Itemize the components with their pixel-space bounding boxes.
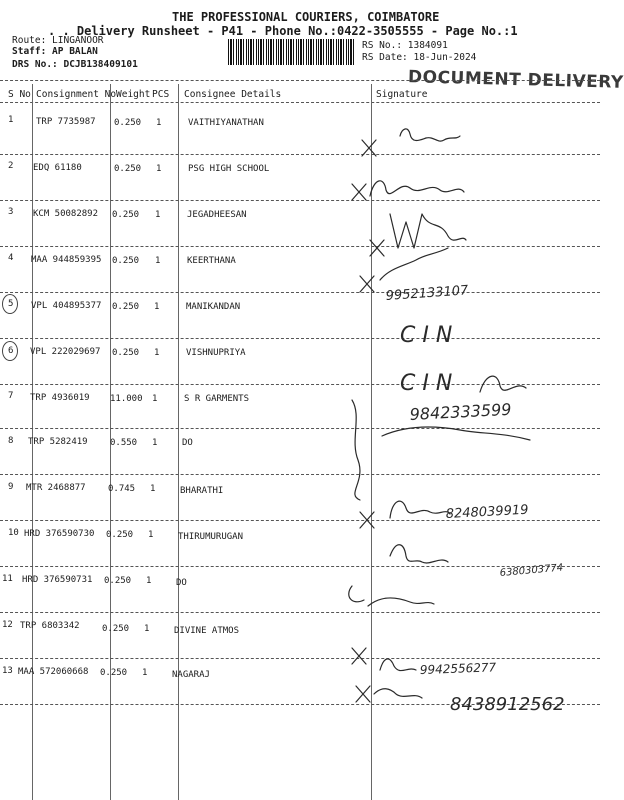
row-pcs: 1: [154, 348, 160, 358]
row-consignment: HRD 376590731: [22, 575, 93, 585]
handwritten-phone: 8438912562: [450, 694, 565, 715]
row-weight: 11.000: [110, 394, 143, 404]
tick-mark: [370, 240, 384, 256]
row-pcs: 1: [155, 256, 161, 266]
document-delivery-stamp: DOCUMENT DELIVERY: [407, 67, 624, 93]
row-sno: 11: [2, 574, 13, 584]
row-pcs: 1: [152, 394, 158, 404]
row-consignment: VPL 404895377: [31, 301, 102, 311]
row-sno: 8: [8, 436, 14, 446]
row-consignee: MANIKANDAN: [186, 302, 241, 312]
row-consignee: JEGADHEESAN: [187, 210, 247, 220]
row-consignment: KCM 50082892: [33, 209, 99, 219]
row-weight: 0.550: [110, 438, 138, 448]
row-pcs: 1: [148, 530, 154, 540]
row-sno: 7: [8, 391, 14, 401]
row-consignee: DIVINE ATMOS: [174, 626, 240, 636]
row-consignee: VAITHIYANATHAN: [188, 118, 264, 128]
row-consignee: THIRUMURUGAN: [178, 532, 244, 542]
row-consignee: KEERTHANA: [187, 256, 236, 266]
signature-scribble: [374, 689, 422, 698]
row-weight: 0.250: [114, 164, 142, 174]
row-consignment: VPL 222029697: [30, 347, 101, 357]
col-weight: Weight: [116, 89, 151, 100]
row-pcs: 1: [150, 484, 156, 494]
row-weight: 0.250: [112, 256, 140, 266]
signature-scribble: [349, 586, 434, 606]
handwritten-phone: 9952133107: [385, 283, 469, 304]
barcode-graphic: [228, 39, 354, 65]
row-consignee: BHARATHI: [180, 486, 224, 496]
header-rule: [0, 80, 600, 81]
row-pcs: 1: [142, 668, 148, 678]
row-sno: 13: [2, 666, 13, 676]
tick-mark: [352, 648, 366, 664]
row-sno: 4: [8, 253, 14, 263]
row-sno: 1: [8, 115, 14, 125]
runsheet-title: . . Delivery Runsheet - P41 - Phone No.:0422-3505555 - Page No.:1: [48, 24, 518, 38]
row-sno: 5: [8, 299, 14, 309]
col-signature: Signature: [376, 89, 428, 100]
row-pcs: 1: [144, 624, 150, 634]
tick-mark: [352, 184, 366, 200]
row-weight: 0.250: [100, 668, 128, 678]
row-consignment: TRP 5282419: [28, 437, 88, 447]
row-weight: 0.250: [112, 348, 140, 358]
handwritten-signatures: [330, 110, 600, 730]
signature-scribble: [370, 181, 464, 196]
col-divider: [178, 84, 179, 800]
tick-mark: [360, 512, 374, 528]
signature-scribble: [390, 545, 448, 563]
row-consignment: EDQ 61180: [33, 163, 82, 173]
col-pcs: PCS: [152, 89, 170, 100]
row-sno: 2: [8, 161, 14, 171]
rs-date: RS Date: 18-Jun-2024: [362, 52, 477, 63]
row-sno: 6: [8, 346, 14, 356]
row-consignee: S R GARMENTS: [184, 394, 250, 404]
row-consignee: NAGARAJ: [172, 670, 210, 680]
row-consignment: MAA 944859395: [31, 255, 102, 265]
tick-mark: [360, 276, 374, 292]
row-weight: 0.250: [112, 302, 140, 312]
row-sno: 9: [8, 482, 14, 492]
signature-scribble: [380, 248, 448, 280]
signature-scribble: [380, 659, 416, 671]
row-pcs: 1: [154, 302, 160, 312]
row-weight: 0.250: [104, 576, 132, 586]
row-consignee: PSG HIGH SCHOOL: [188, 164, 270, 174]
header-bottom-rule: [0, 102, 600, 103]
tick-mark: [362, 140, 376, 156]
handwritten-phone: 9942556277: [419, 660, 497, 677]
row-pcs: 1: [155, 210, 161, 220]
tick-mark: [356, 686, 370, 702]
row-weight: 0.745: [108, 484, 136, 494]
row-weight: 0.250: [112, 210, 140, 220]
row-consignee: DO: [182, 438, 193, 448]
row-consignment: MAA 572060668: [18, 667, 89, 677]
route-label: Route: LINGANOOR: [12, 35, 104, 46]
row-sno: 12: [2, 620, 13, 630]
row-pcs: 1: [156, 118, 162, 128]
col-consignment: Consignment No: [36, 89, 117, 100]
col-consignee: Consignee Details: [184, 89, 282, 100]
company-title: THE PROFESSIONAL COURIERS, COIMBATORE: [172, 10, 440, 24]
handwritten-mark: C I N: [400, 371, 453, 396]
row-weight: 0.250: [106, 530, 134, 540]
row-consignment: HRD 376590730: [24, 529, 95, 539]
row-sno: 10: [8, 528, 19, 538]
signature-scribble: [480, 376, 526, 392]
drs-number: DRS No.: DCJB138409101: [12, 59, 138, 70]
row-consignee: DO: [176, 578, 187, 588]
signature-scribble: [382, 427, 530, 440]
col-sno: S No: [8, 89, 31, 100]
handwritten-phone: 6380303774: [499, 562, 564, 579]
signature-scribble: [400, 129, 460, 141]
row-consignment: TRP 6803342: [20, 621, 80, 631]
row-weight: 0.250: [102, 624, 130, 634]
signature-scribble: [390, 214, 466, 248]
signature-scribble: [390, 501, 450, 518]
row-consignee: VISHNUPRIYA: [186, 348, 246, 358]
signature-scribble: [352, 400, 360, 500]
row-consignment: MTR 2468877: [26, 483, 86, 493]
handwritten-phone: 8248039919: [445, 502, 529, 522]
handwritten-mark: C I N: [400, 323, 453, 348]
row-weight: 0.250: [114, 118, 142, 128]
row-pcs: 1: [156, 164, 162, 174]
row-consignment: TRP 7735987: [36, 117, 96, 127]
row-pcs: 1: [152, 438, 158, 448]
row-sno: 3: [8, 207, 14, 217]
row-consignment: TRP 4936019: [30, 393, 90, 403]
row-pcs: 1: [146, 576, 152, 586]
staff-label: Staff: AP BALAN: [12, 46, 98, 57]
handwritten-phone: 9842333599: [409, 399, 512, 424]
rs-number: RS No.: 1384091: [362, 40, 448, 51]
